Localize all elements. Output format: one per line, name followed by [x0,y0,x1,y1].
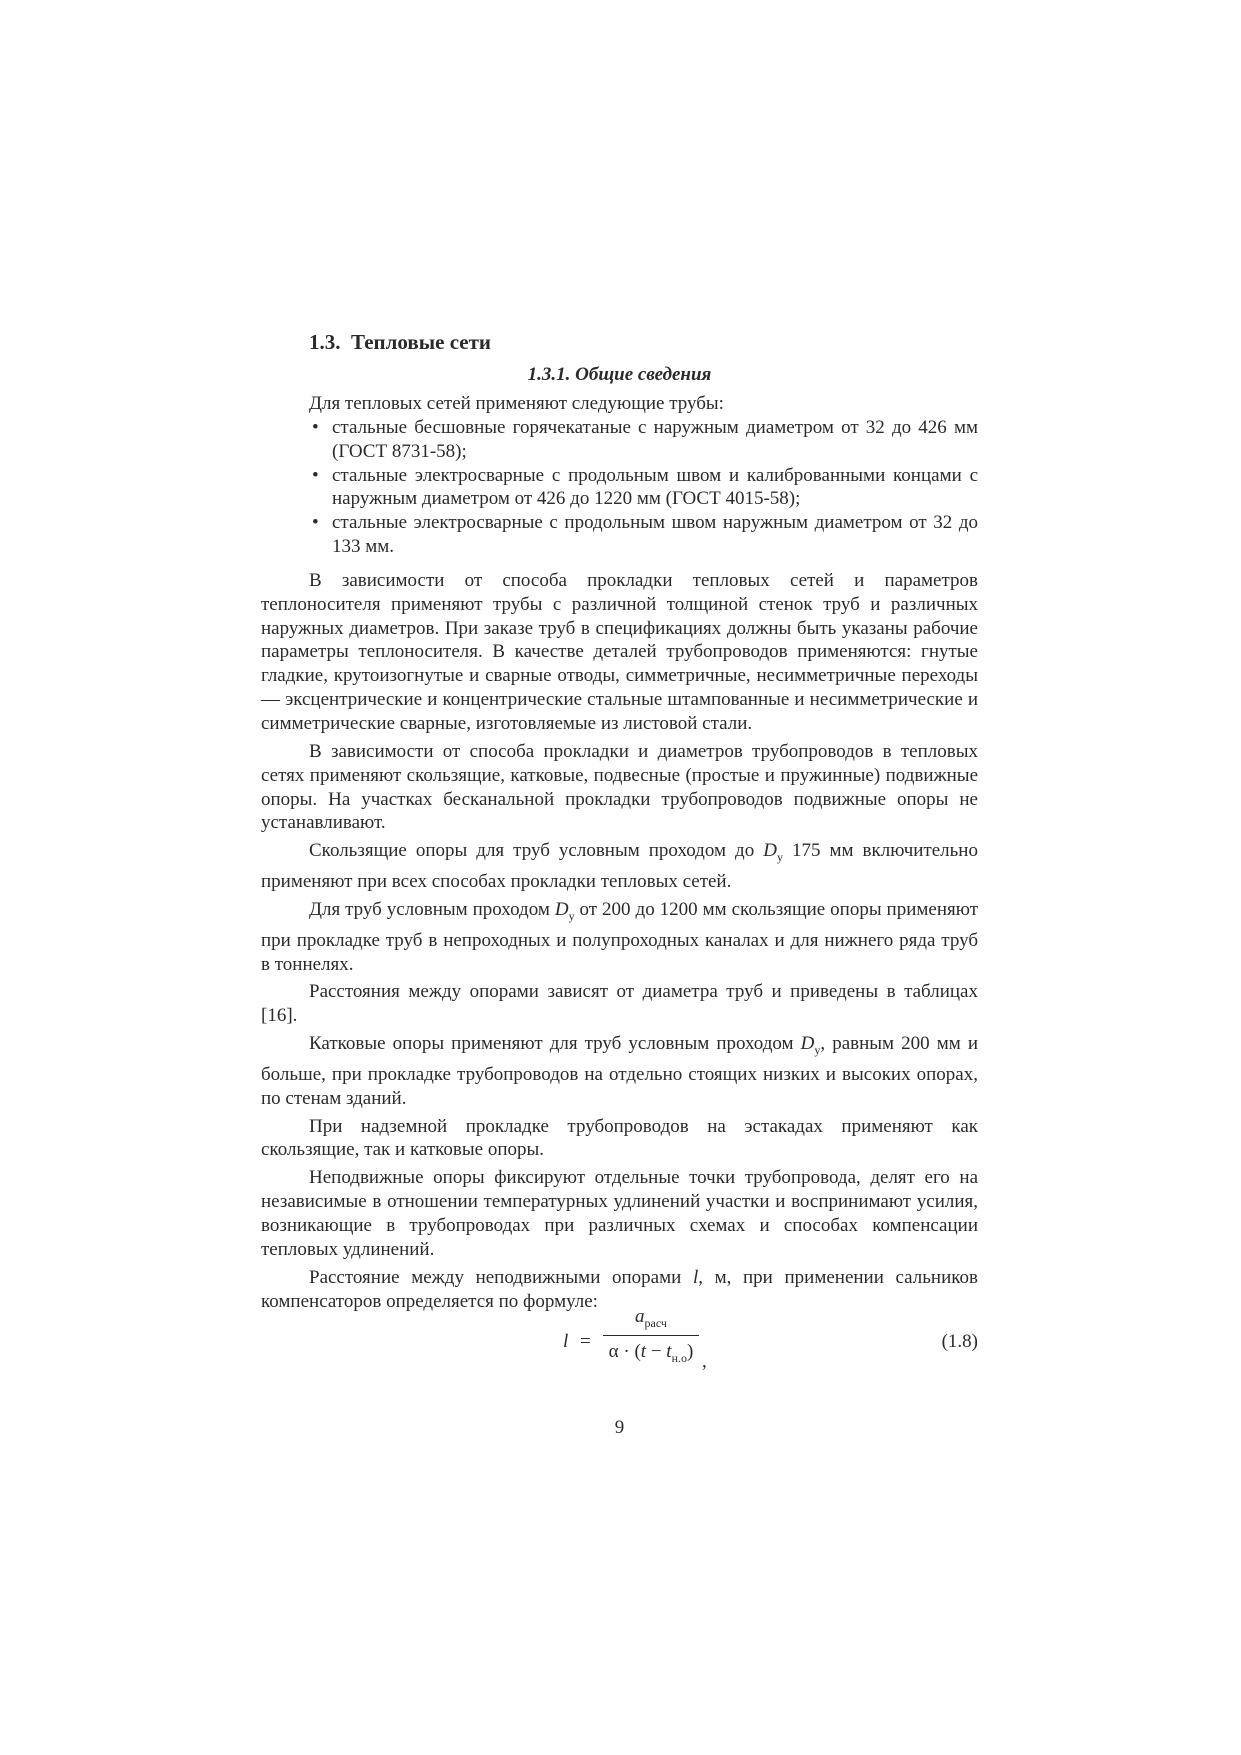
subsection-title: 1.3.1. Общие сведения [527,364,712,385]
intro-paragraph: Для тепловых сетей применяют следующие трубы: [309,393,724,414]
list-item-text: стальные электросварные с продольным швом и калиброванными концами с наружным диаметром от 426 до 1220 мм (ГОСТ 4015-58); [332,464,978,510]
formula-number: (1.8) [941,1331,978,1352]
paragraph-distances: Расстояния между опорами зависят от диаметра труб и приведены в таблицах [16]. [261,981,978,1027]
formula-denominator: $\alpha \cdot (t - t_{н.о})$ [608,1341,694,1365]
section-title-text: Тепловые сети [351,330,492,354]
formula-fraction [603,1305,699,1366]
symbol-d-subscript: у [776,850,783,865]
paragraph-formula-intro: Расстояние между неподвижными опорами l, м, при применении сальников компенсаторов определяется по формуле: [261,1266,978,1312]
formula-comma: , [702,1351,707,1372]
list-item-text: стальные электросварные с продольным швом наружным диаметром от 32 до 133 мм. [332,512,978,558]
page-number: 9 [614,1417,625,1438]
list-item [312,511,978,559]
list-item-text: стальные бесшовные горячекатаные с наружным диаметром от 32 до 426 мм (ГОСТ 8731-58); [332,416,978,462]
bullet-icon: • [312,512,319,534]
paragraph-pipes: В зависимости от способа прокладки тепловых сетей и параметров теплоносителя применяют трубы с различной толщиной стенок труб и различных наружных диаметров. При заказе труб в спецификациях должны быть указаны рабочие параметры теплоносителя. В качестве деталей трубопроводов применяются: гнутые гладкие, крутоизогнутые и сварные отводы, симметричные, несимметричные переходы — эксцентрические и концентрические стальные штампованные и несимметрические и симметрические сварные, изготовляемые из листовой стали. [261,569,978,734]
section-number: 1.3. [309,330,341,354]
paragraph-fixed-supports: Неподвижные опоры фиксируют отдельные точки трубопровода, делят его на независимые в отношении температурных удлинений участки и воспринимают усилия, возникающие в трубопроводах при различных схемах и способах компенсации тепловых удлинений. [261,1167,978,1260]
paragraph-large-pipes: Для труб условным проходом $D_у$ от 200 до 1200 мм скользящие опоры применяют при прокладке труб в непроходных и полупроходных каналах и для нижнего ряда труб в тоннелях. [261,898,979,975]
list-item [312,464,978,512]
paragraph-roller-supports: Катковые опоры применяют для труб условным проходом $D_у$, равным 200 мм и больше, при прокладке трубопроводов на отдельно стоящих низких и высоких опорах, по стенам зданий. [261,1033,978,1109]
symbol-d-subscript: у [568,908,575,923]
list-item [312,416,978,464]
bullet-icon: • [312,464,319,486]
document-page [261,0,978,1755]
symbol-d: D [554,898,569,920]
formula-equals: = [580,1331,591,1352]
formula-numerator: $a_{расч}$ [635,1306,667,1330]
pipe-list [261,416,978,559]
bullet-icon: • [312,416,319,438]
formula-1-8 [261,1305,978,1385]
symbol-d: D [800,1033,815,1055]
paragraph-overhead: При надземной прокладке трубопроводов на эстакадах применяют как скользящие, так и катковые опоры. [261,1115,978,1161]
symbol-d: D [763,840,777,862]
body-text [261,392,978,1313]
paragraph-sliding-supports: Скользящие опоры для труб условным проходом до $D_у$ 175 мм включительно применяют при всех способах прокладки тепловых сетей. [261,840,978,893]
symbol-d-subscript: у [814,1043,821,1058]
formula-lhs: l [563,1331,569,1352]
section-title [309,330,491,355]
symbol-l: l [692,1266,699,1288]
paragraph-supports: В зависимости от способа прокладки и диаметров трубопроводов в тепловых сетях применяют скользящие, катковые, подвесные (простые и пружинные) подвижные опоры. На участках бесканальной прокладки трубопроводов подвижные опоры не устанавливают. [261,740,978,834]
